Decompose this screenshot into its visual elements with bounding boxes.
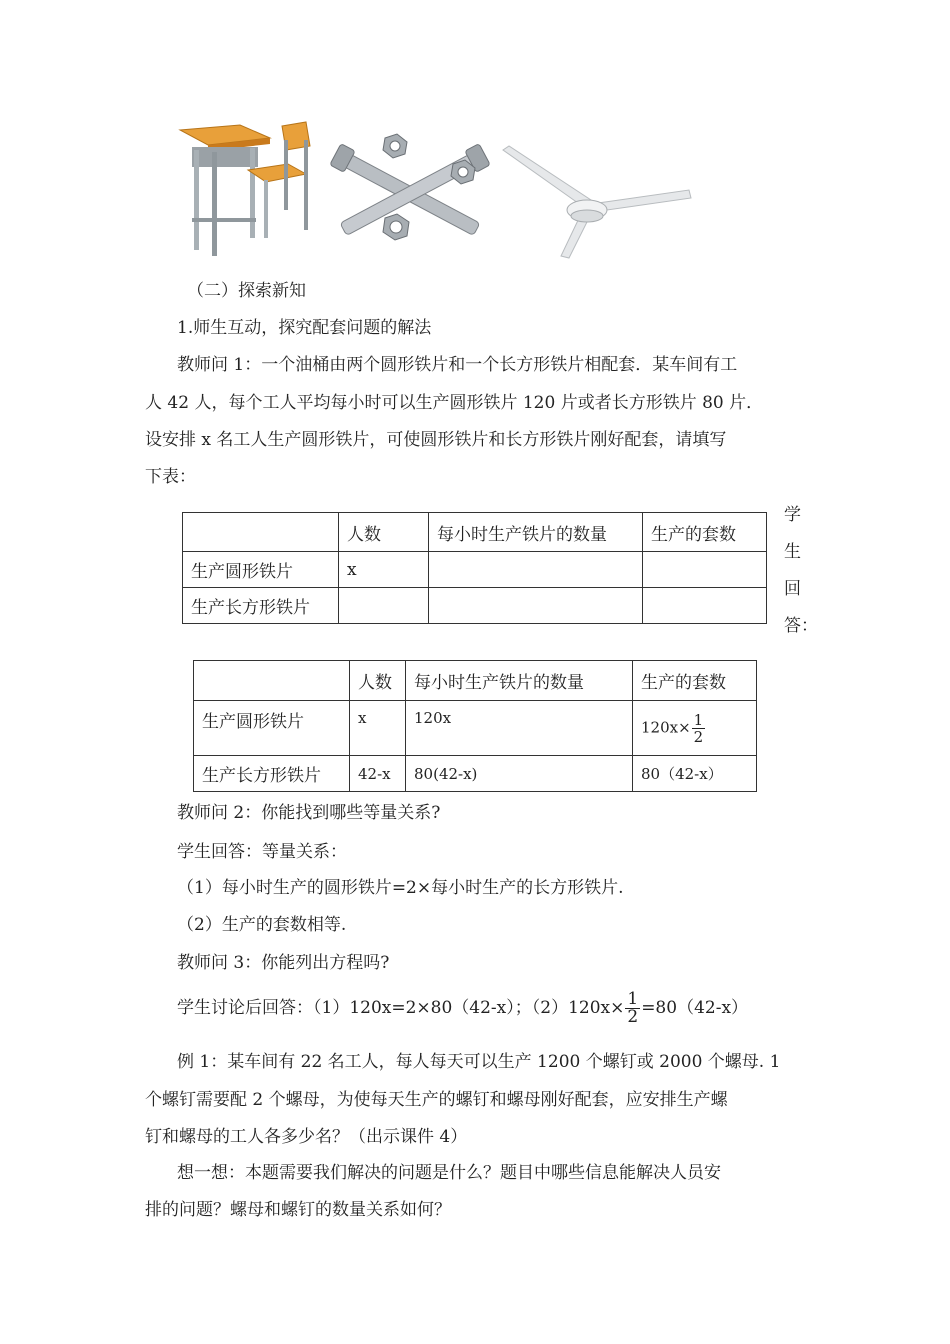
a3-equation — [177, 990, 748, 1026]
a2-text: 学生回答：等量关系： — [177, 842, 347, 862]
fraction-denominator: 2 — [627, 1007, 639, 1027]
fraction-numerator: 1 — [693, 710, 704, 729]
table-row-label: 生产长方形铁片 — [194, 756, 350, 792]
table-cell: 120x — [406, 701, 633, 756]
table-header: 生产的套数 — [633, 661, 757, 701]
a3-post: =80（42-x） — [641, 998, 749, 1018]
side-label: 答： — [784, 616, 818, 636]
table-cell — [429, 588, 643, 624]
q1-line: 教师问 1：一个油桶由两个圆形铁片和一个长方形铁片相配套．某车间有工 — [177, 355, 738, 375]
example1-line: 个螺钉需要配 2 个螺母，为使每天生产的螺钉和螺母刚好配套，应安排生产螺 — [145, 1090, 728, 1110]
table-cell — [183, 513, 339, 552]
q3-text: 教师问 3：你能列出方程吗? — [177, 953, 390, 973]
side-label: 生 — [784, 542, 801, 562]
table-row-label: 生产圆形铁片 — [183, 552, 339, 588]
table-cell — [339, 588, 429, 624]
think-line: 想一想：本题需要我们解决的问题是什么？题目中哪些信息能解决人员安 — [177, 1163, 721, 1183]
relation-2: （2）生产的套数相等. — [177, 915, 347, 935]
desk-chair-image — [178, 120, 323, 260]
q1-line: 人 42 人，每个工人平均每小时可以生产圆形铁片 120 片或者长方形铁片 80 片． — [145, 393, 764, 413]
q1-line: 设安排 x 名工人生产圆形铁片，可使圆形铁片和长方形铁片刚好配套，请填写 — [145, 430, 727, 450]
table-cell: 80(42-x) — [406, 756, 633, 792]
table-cell: 80（42-x） — [633, 756, 757, 792]
table-cell — [643, 552, 767, 588]
side-label: 回 — [784, 579, 801, 599]
table-cell: 42-x — [350, 756, 406, 792]
table-header: 生产的套数 — [643, 513, 767, 552]
blank-table — [182, 512, 767, 624]
fraction — [692, 712, 706, 745]
table-header: 人数 — [339, 513, 429, 552]
ceiling-fan-image — [495, 138, 695, 260]
table-cell — [643, 588, 767, 624]
sets-expression: 120x× — [641, 718, 691, 736]
example1-line: 例 1：某车间有 22 名工人，每人每天可以生产 1200 个螺钉或 2000 个螺母. 1 — [177, 1052, 781, 1072]
table-header: 每小时生产铁片的数量 — [429, 513, 643, 552]
fraction — [625, 991, 640, 1026]
relation-1: （1）每小时生产的圆形铁片=2×每小时生产的长方形铁片. — [177, 878, 624, 898]
example1-line: 钉和螺母的工人各多少名？（出示课件 4） — [145, 1127, 468, 1147]
subsection-title: 1.师生互动，探究配套问题的解法 — [177, 318, 432, 338]
table-cell: x — [339, 552, 429, 588]
a3-pre: 学生讨论后回答：（1）120x=2×80（42-x）；（2）120x× — [177, 998, 625, 1018]
bolts-nuts-image — [325, 130, 495, 260]
section-title: （二）探索新知 — [187, 281, 306, 301]
think-line: 排的问题？螺母和螺钉的数量关系如何？ — [145, 1200, 451, 1220]
table-cell-sets — [633, 701, 757, 756]
table-cell — [194, 661, 350, 701]
table-header: 人数 — [350, 661, 406, 701]
fraction-numerator: 1 — [627, 989, 639, 1009]
q1-line: 下表： — [145, 467, 196, 487]
side-label: 学 — [784, 505, 801, 525]
q2-text: 教师问 2：你能找到哪些等量关系? — [177, 803, 441, 823]
table-row-label: 生产长方形铁片 — [183, 588, 339, 624]
fraction-denominator: 2 — [693, 727, 704, 746]
table-cell: x — [350, 701, 406, 756]
table-header: 每小时生产铁片的数量 — [406, 661, 633, 701]
table-cell — [429, 552, 643, 588]
table-row-label: 生产圆形铁片 — [194, 701, 350, 756]
answer-table — [193, 660, 757, 792]
